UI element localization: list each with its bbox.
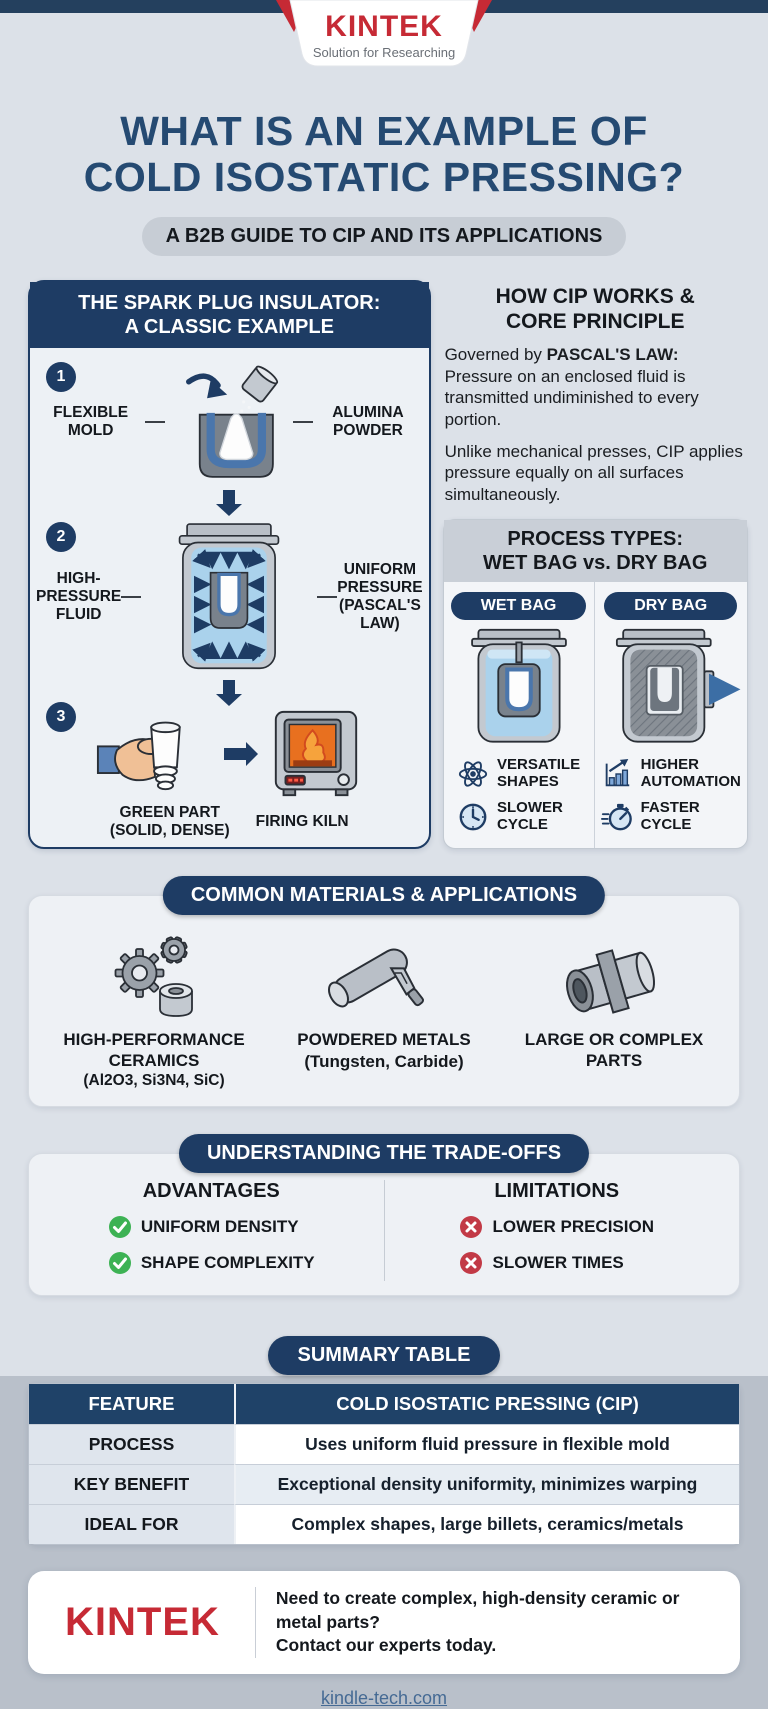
label-connector-line xyxy=(293,421,313,423)
tradeoffs-card xyxy=(28,1153,740,1296)
brand-logo-tab xyxy=(274,0,494,72)
check-icon xyxy=(108,1251,132,1275)
high-pressure-fluid-label: HIGH- PRESSURE FLUID xyxy=(36,570,122,623)
gears-ceramic-icon xyxy=(96,929,212,1027)
process-types-panel xyxy=(443,519,748,849)
title-line-1: WHAT IS AN EXAMPLE OF xyxy=(120,108,648,154)
green-part-hand-illustration xyxy=(96,708,214,800)
alumina-powder-label: ALUMINA POWDER xyxy=(332,404,404,439)
cross-icon xyxy=(459,1251,483,1275)
summary-row-value: Uses uniform fluid pressure in flexible mold xyxy=(234,1424,739,1464)
dry-bag-feature-cycle: FASTER CYCLE xyxy=(601,800,700,833)
label-connector-line xyxy=(317,596,337,598)
summary-row-value: Complex shapes, large billets, ceramics/metals xyxy=(234,1504,739,1544)
label-connector-line xyxy=(121,596,141,598)
summary-col-cip: COLD ISOSTATIC PRESSING (CIP) xyxy=(234,1384,739,1424)
dry-bag-column xyxy=(594,582,747,848)
brand-name: KINTEK xyxy=(325,10,443,43)
brand-tagline: Solution for Researching xyxy=(312,45,456,60)
step-2-number-badge: 2 xyxy=(46,522,76,552)
example-heading-line1: THE SPARK PLUG INSULATOR: xyxy=(78,291,381,314)
summary-heading-pill: SUMMARY TABLE xyxy=(268,1336,501,1375)
pressure-vessel-illustration xyxy=(141,518,317,676)
summary-row-value: Exceptional density uniformity, minimizes warping xyxy=(234,1464,739,1504)
advantage-item: UNIFORM DENSITY xyxy=(108,1215,299,1239)
tradeoffs-heading-pill: UNDERSTANDING THE TRADE-OFFS xyxy=(179,1134,589,1173)
wet-bag-feature-shapes: VERSATILE SHAPES xyxy=(457,757,580,790)
materials-card xyxy=(28,895,740,1107)
flexible-mold-label: FLEXIBLE MOLD xyxy=(53,404,129,439)
complex-part-icon xyxy=(544,929,684,1027)
advantage-item: SHAPE COMPLEXITY xyxy=(108,1251,315,1275)
dry-bag-pill: DRY BAG xyxy=(604,592,737,620)
step-1-number-badge: 1 xyxy=(46,362,76,392)
step-2 xyxy=(36,518,423,676)
summary-table xyxy=(28,1383,740,1545)
example-panel-body xyxy=(30,348,429,848)
cta-brand-name: KINTEK xyxy=(65,1600,220,1645)
example-heading-line2: A CLASSIC EXAMPLE xyxy=(124,315,334,338)
cta-banner xyxy=(28,1571,740,1674)
advantages-title: ADVANTAGES xyxy=(142,1180,280,1203)
firing-kiln-illustration xyxy=(270,708,362,800)
advantages-column xyxy=(39,1180,384,1281)
mold-filling-illustration xyxy=(165,358,293,486)
materials-heading-pill: COMMON MATERIALS & APPLICATIONS xyxy=(163,876,605,915)
firing-kiln-label: FIRING KILN xyxy=(255,812,349,830)
limitations-title: LIMITATIONS xyxy=(494,1180,620,1203)
dry-bag-feature-automation: HIGHER AUTOMATION xyxy=(601,757,741,790)
materials-section xyxy=(28,884,740,1107)
flow-arrow-right xyxy=(224,748,246,760)
step-3-number-badge: 3 xyxy=(46,702,76,732)
spark-plug-example-panel xyxy=(28,280,431,850)
flow-arrow-down xyxy=(223,680,235,694)
label-connector-line xyxy=(145,421,165,423)
main-row xyxy=(28,280,743,850)
process-types-heading: PROCESS TYPES: WET BAG vs. DRY BAG xyxy=(444,520,747,582)
right-column xyxy=(443,280,748,850)
material-powdered-metals: POWDERED METALS (Tungsten, Carbide) xyxy=(269,926,499,1090)
wet-bag-feature-cycle: SLOWER CYCLE xyxy=(457,800,563,833)
title-line-2: COLD ISOSTATIC PRESSING? xyxy=(83,153,685,200)
green-part-label: GREEN PART (SOLID, DENSE) xyxy=(109,803,230,839)
limitations-column xyxy=(384,1180,730,1281)
subtitle-pill: A B2B GUIDE TO CIP AND ITS APPLICATIONS xyxy=(142,217,627,256)
page-title xyxy=(20,109,748,201)
uniform-pressure-label: UNIFORM PRESSURE (PASCAL'S LAW) xyxy=(337,561,423,632)
metal-rod-icon xyxy=(314,929,454,1027)
mechanical-press-paragraph: Unlike mechanical presses, CIP applies pressure equally on all surfaces simultaneously. xyxy=(444,441,743,504)
how-cip-heading: HOW CIP WORKS & CORE PRINCIPLE xyxy=(495,284,695,333)
chart-up-icon xyxy=(601,758,633,790)
step-1 xyxy=(36,358,423,486)
tradeoffs-section xyxy=(28,1142,740,1296)
stopwatch-icon xyxy=(601,801,633,833)
flow-arrow-down xyxy=(223,490,235,504)
check-icon xyxy=(108,1215,132,1239)
atom-icon xyxy=(457,758,489,790)
material-large-parts: LARGE OR COMPLEX PARTS xyxy=(499,926,729,1090)
summary-row-feature: KEY BENEFIT xyxy=(29,1464,234,1504)
cta-divider xyxy=(255,1587,256,1658)
clock-icon xyxy=(457,801,489,833)
pascals-law-paragraph: Governed by PASCAL'S LAW: Pressure on an enclosed fluid is transmitted undiminished to every portion. xyxy=(444,345,699,429)
summary-row-feature: PROCESS xyxy=(29,1424,234,1464)
limitation-item: SLOWER TIMES xyxy=(459,1251,623,1275)
summary-row-feature: IDEAL FOR xyxy=(29,1504,234,1544)
footer-website-link[interactable]: kindle-tech.com xyxy=(320,1688,448,1709)
cross-icon xyxy=(459,1215,483,1239)
material-ceramics: HIGH-PERFORMANCE CERAMICS (Al2O3, Si3N4, SiC) xyxy=(39,926,269,1090)
cta-text: Need to create complex, high-density ceramic or metal parts? Contact our experts today. xyxy=(275,1588,680,1656)
limitation-item: LOWER PRECISION xyxy=(459,1215,654,1239)
summary-col-feature: FEATURE xyxy=(29,1384,234,1424)
wet-bag-column xyxy=(444,582,594,848)
dry-bag-illustration xyxy=(602,628,740,748)
wet-bag-pill: WET BAG xyxy=(451,592,587,620)
example-panel-heading xyxy=(30,282,429,348)
wet-bag-illustration xyxy=(450,628,588,748)
step-3 xyxy=(36,708,423,840)
